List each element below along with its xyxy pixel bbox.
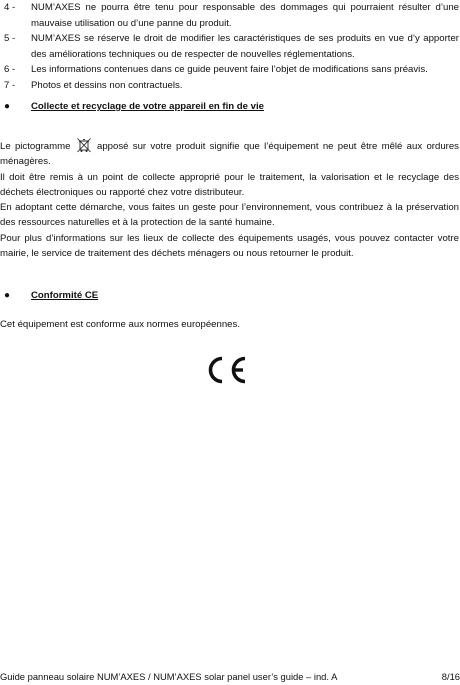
recycling-section-heading <box>4 100 264 114</box>
bullet-icon: ● <box>4 290 11 301</box>
numbered-list <box>4 0 459 93</box>
list-item-number: 6 - <box>4 64 16 75</box>
ce-heading-text: Conformité CE <box>31 290 99 301</box>
list-item-text: Photos et dessins non contractuels. <box>31 79 183 91</box>
ce-mark-icon <box>203 354 249 386</box>
list-item-text: NUM’AXES ne pourra être tenu pour responsable des dommages qui pourraient résulter d’une mauvaise utilisation ou d’une panne du produit. <box>31 2 459 29</box>
ce-paragraph: Cet équipement est conforme aux normes européennes. <box>0 319 240 330</box>
list-item <box>4 62 459 78</box>
ce-body <box>0 317 459 332</box>
list-item <box>4 31 459 62</box>
crossed-out-wheelie-bin-icon <box>76 137 92 153</box>
recycling-body <box>0 137 459 261</box>
recycling-paragraph-2: Il doit être remis à un point de collecte approprié pour le traitement, la valorisation et le recyclage des déchets électroniques ou rapporté chez votre distributeur. <box>0 171 459 198</box>
page-footer <box>0 671 460 683</box>
ce-section-heading <box>4 289 98 303</box>
list-item-number: 4 - <box>4 2 16 13</box>
recycling-paragraph-4: Pour plus d’informations sur les lieux de collecte des équipements usagés, vous pouvez contacter votre mairie, le service de traitement des déchets ménagers ou nous retourner le produit. <box>0 232 459 260</box>
footer-title: Guide panneau solaire NUM’AXES / NUM’AXES solar panel user’s guide – ind. A <box>0 671 338 682</box>
list-item <box>4 0 459 31</box>
bullet-icon: ● <box>4 101 11 112</box>
recycling-heading-text: Collecte et recyclage de votre appareil en fin de vie <box>31 101 265 112</box>
pictogram-text-after: apposé sur votre produit signifie que l’équipement ne peut être mêlé aux ordures ménagères. <box>0 141 459 168</box>
list-item-number: 5 - <box>4 33 16 44</box>
list-item-text: NUM’AXES se réserve le droit de modifier les caractéristiques de ses produits en vue d’y apporter des améliorations techniques ou de respecter de nouvelles réglementations. <box>31 33 459 60</box>
recycling-paragraph-3: En adoptant cette démarche, vous faites un geste pour l’environnement, vous contribuez à la préservation des ressources naturelles et à la protection de la santé humaine. <box>0 202 459 229</box>
list-item-number: 7 - <box>4 79 16 91</box>
pictogram-paragraph <box>0 137 459 170</box>
pictogram-text-before: Le pictogramme <box>0 141 71 152</box>
list-item-text: Les informations contenues dans ce guide peuvent faire l’objet de modifications sans préavis. <box>31 64 428 75</box>
list-item <box>4 78 459 94</box>
page-number: 8/16 <box>441 671 460 682</box>
